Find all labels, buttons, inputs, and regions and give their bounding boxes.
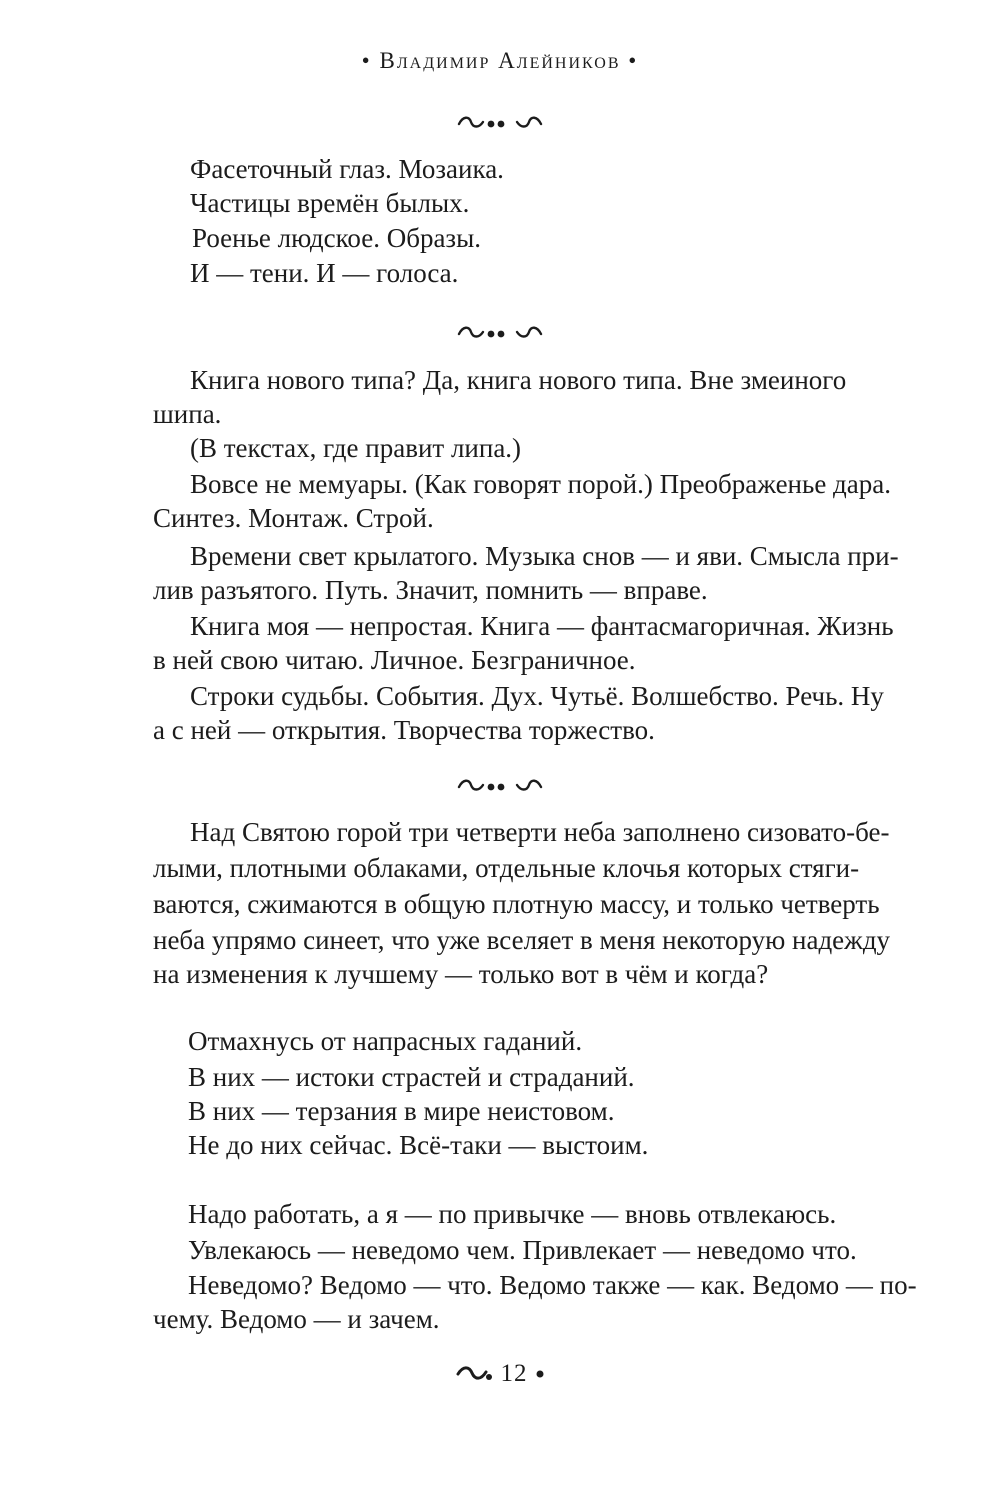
prose1-line: а с ней — открытия. Творчества торжество. [153,715,655,745]
poem2-line: Отмахнусь от напрасных гаданий. [188,1026,583,1056]
page-number: 12 [500,1360,528,1387]
poem2-line: В них — терзания в мире неистовом. [188,1096,615,1126]
ornament-divider [0,112,1000,136]
prose2-line: Над Святою горой три четверти неба заполнено сизовато-бе- [190,817,890,847]
prose1-line: лив разъятого. Путь. Значит, помнить — вправе. [153,575,708,605]
prose1-line: Книга моя — непростая. Книга — фантасмагоричная. Жизнь [190,611,894,641]
prose1-line: шипа. [153,399,222,429]
prose2-line: ваются, сжимаются в общую плотную массу, и только четверть [153,889,880,919]
prose1-line: Времени свет крылатого. Музыка снов — и яви. Смысла при- [190,541,899,571]
poem2-line: В них — истоки страстей и страданий. [188,1062,635,1092]
prose1-line: (В текстах, где правит липа.) [190,433,522,463]
prose3-line: Увлекаюсь — неведомо чем. Привлекает — неведомо что. [188,1235,857,1265]
poem1-line: И — тени. И — голоса. [190,258,459,288]
swash-icon [455,1363,495,1385]
scroll-dot-ornament-icon [455,112,545,136]
prose3-line: Неведомо? Ведомо — что. Ведомо также — как. Ведомо — по- [188,1270,917,1300]
poem2-line: Не до них сейчас. Всё-таки — выстоим. [188,1130,649,1160]
prose1-line: Вовсе не мемуары. (Как говорят порой.) Преображенье дара. [190,469,892,499]
prose3-line: Надо работать, а я — по привычке — вновь отвлекаюсь. [188,1199,837,1229]
poem1-line: Частицы времён былых. [190,188,470,218]
scroll-dot-ornament-icon [455,322,545,346]
ornament-divider [0,322,1000,346]
prose2-line: на изменения к лучшему — только вот в чём и когда? [153,959,769,989]
scroll-dot-ornament-icon [455,775,545,799]
prose1-line: Синтез. Монтаж. Строй. [153,503,434,533]
dot-icon [534,1368,546,1380]
prose3-line: чему. Ведомо — и зачем. [153,1304,440,1334]
prose1-line: в ней свою читаю. Личное. Безграничное. [153,645,636,675]
prose1-line: Строки судьбы. События. Дух. Чутьё. Волшебство. Речь. Ну [190,681,884,711]
prose2-line: неба упрямо синеет, что уже вселяет в меня некоторую надежду [153,925,891,955]
prose2-line: лыми, плотными облаками, отдельные клочья которых стяги- [153,853,860,883]
poem1-line: Роенье людское. Образы. [192,223,481,253]
poem1-line: Фасеточный глаз. Мозаика. [190,154,504,184]
running-head: • Владимир Алейников • [361,48,639,73]
ornament-divider [0,775,1000,799]
page-number-footer [0,1360,1000,1388]
prose1-line: Книга нового типа? Да, книга нового типа. Вне змеиного [190,365,847,395]
